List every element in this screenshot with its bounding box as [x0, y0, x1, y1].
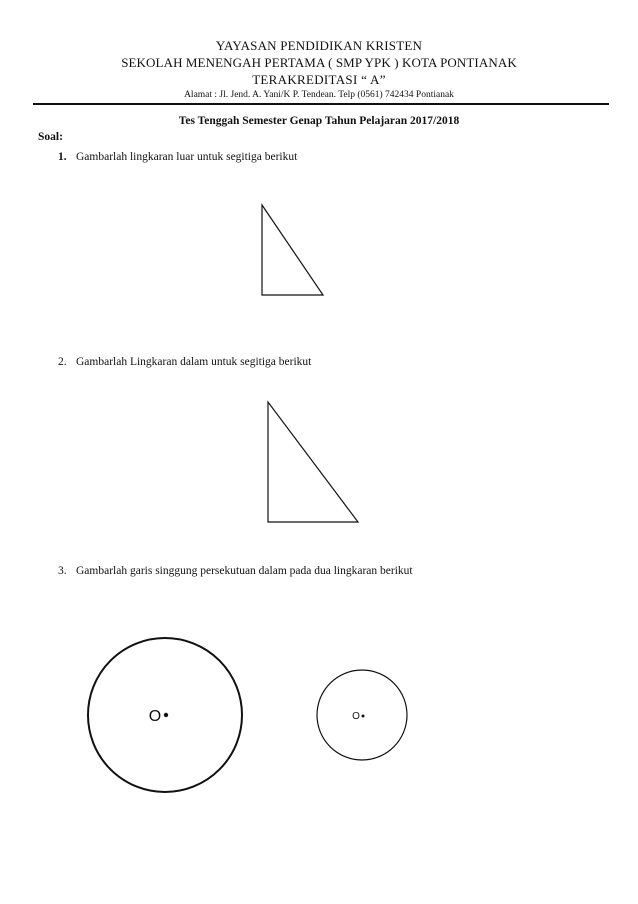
header-school-name: SEKOLAH MENENGAH PERTAMA ( SMP YPK ) KOTA PONTIANAK	[121, 55, 517, 70]
soal-label: Soal:	[38, 131, 63, 143]
header-accreditation: TERAKREDITASI “ A”	[252, 72, 386, 87]
question-3-text: Gambarlah garis singgung persekutuan dalam pada dua lingkaran berikut	[76, 565, 413, 577]
exam-title: Tes Tenggah Semester Genap Tahun Pelajaran 2017/2018	[178, 115, 460, 127]
small-circle-center-point	[362, 715, 365, 718]
question-2-text: Gambarlah Lingkaran dalam untuk segitiga berikut	[76, 356, 312, 368]
question-2-number: 2.	[58, 356, 67, 368]
header-foundation: YAYASAN PENDIDIKAN KRISTEN	[215, 38, 423, 53]
triangle-figure-1	[262, 205, 323, 295]
question-1-text: Gambarlah lingkaran luar untuk segitiga berikut	[76, 151, 298, 163]
triangle-figure-2	[268, 402, 358, 522]
large-circle-center-label: O	[148, 708, 162, 725]
question-1-number: 1.	[58, 151, 67, 163]
small-circle-center-label: O	[352, 711, 360, 722]
header-address: Alamat : Jl. Jend. A. Yani/K P. Tendean. Telp (0561) 742434 Pontianak	[184, 90, 454, 100]
question-3-number: 3.	[58, 565, 67, 577]
large-circle-center-point	[164, 713, 168, 717]
